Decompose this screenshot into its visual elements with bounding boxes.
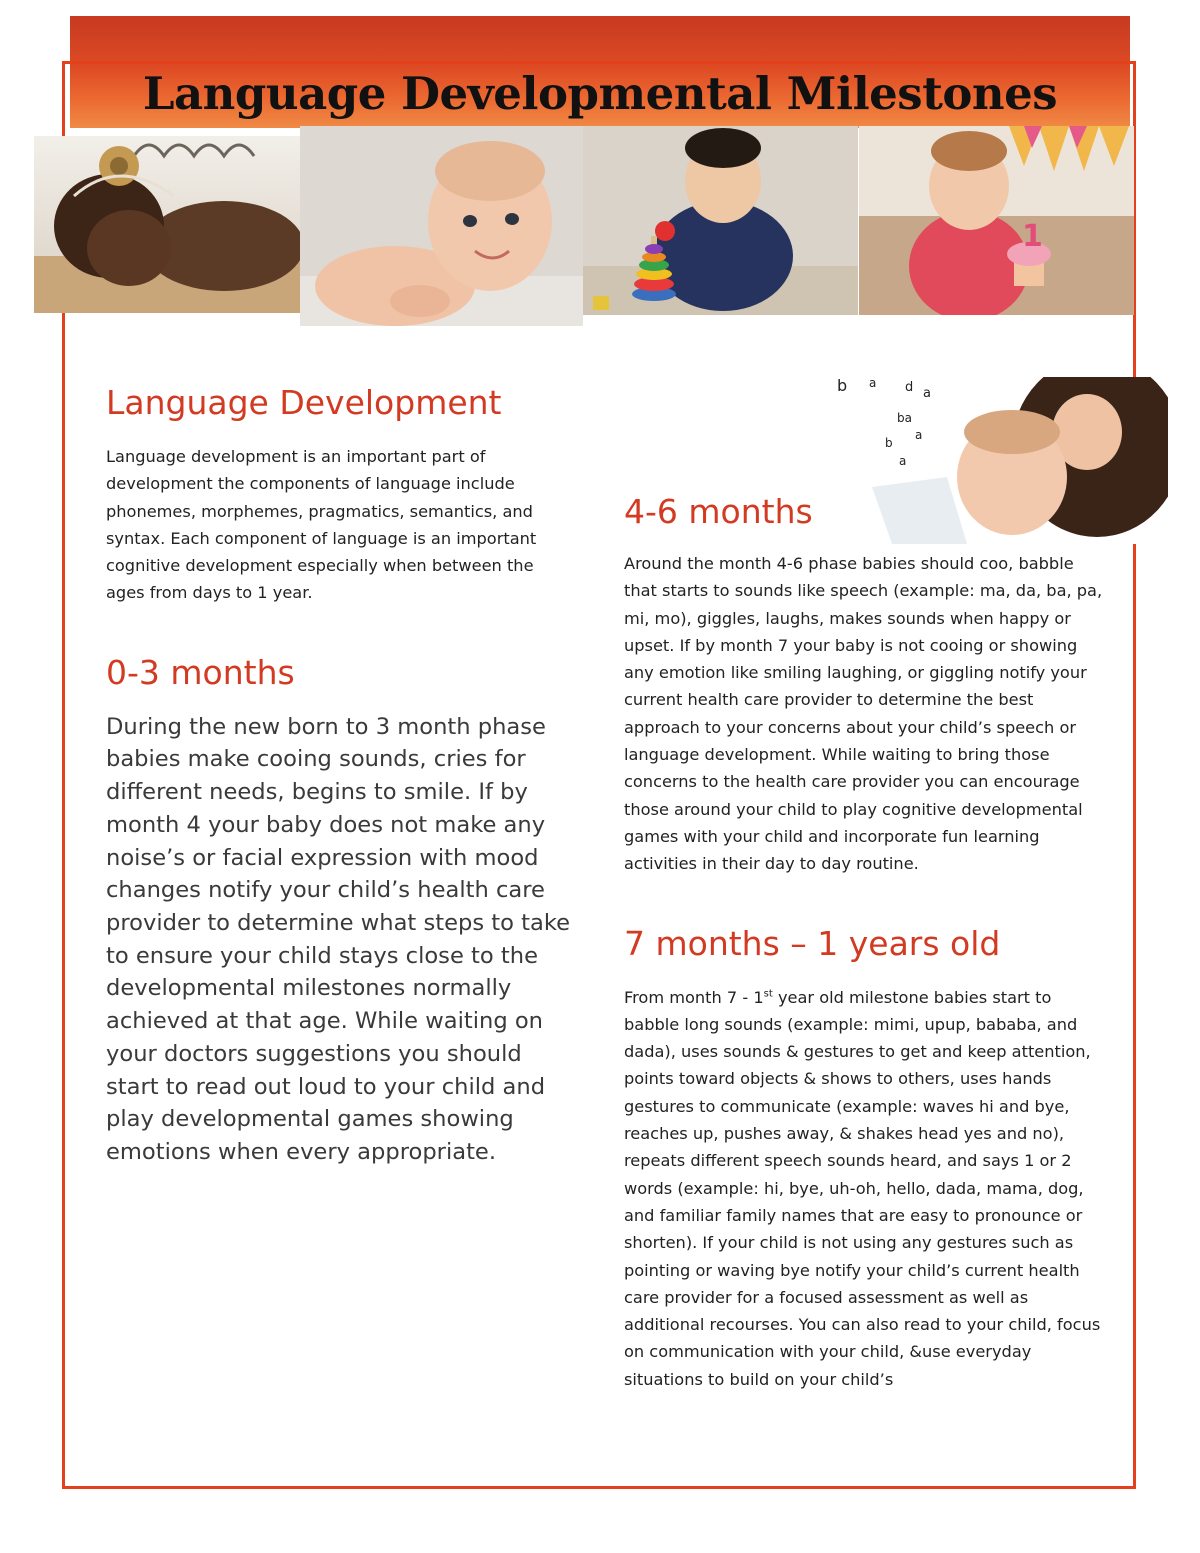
months-7-12-body: From month 7 - 1st year old milestone babies start to babble long sounds (example: mimi, upup, bababa, and dada), uses sounds & gestures to get and keep attention, points toward objects & shows to others, uses hands gestures to communicate (example: waves hi and bye, reaches up, pushes away, & shakes head yes and no), repeats different speech sounds heard, and says 1 or 2 words (example: hi, bye, uh-oh, hello, dada, mama, dog, and familiar family names that are easy to pronounce or shorten). If your child is not using any gestures such as pointing or waving bye notify your child’s current health care provider for a focused assessment as well as additional recourses. You can also read to your child, focus on communication with your child, &use everyday situations to build on your child’s [624,987,1101,1389]
months-4-6-heading: 4-6 months [624,492,813,531]
months-7-12-heading: 7 months – 1 years old [624,923,1001,963]
baby-stacking-rings-photo [583,126,858,315]
language-development-body: Language development is an important part of development the components of language include phonemes, morphemes, pragmatics, semantics, and syntax. Each component of language is an important cognitive development especially when between the ages from days to 1 year. [106,447,537,603]
floating-letter: b [837,377,848,395]
floating-letter: a [923,386,931,401]
months-4-6-body: Around the month 4-6 phase babies should coo, babble that starts to sounds like speech (example: ma, da, ba, pa, mi, mo), giggles, laughs, makes sounds when happy or upset. If by month 7 your baby is not cooing or showing any emotion like smiling laughing, or giggling notify your current health care provider to determine the best approach to your concerns about your child’s speech or language development. While waiting to bring those concerns to the health care provider you can encourage those around your child to play cognitive developmental games with your child and incorporate fun learning activities in their day to day routine. [624,554,1103,874]
smiling-baby-photo [300,126,583,326]
floating-letter: a [915,428,923,442]
sleeping-baby-photo [34,136,300,313]
floating-letter: d [905,380,914,395]
baby-first-birthday-photo [859,126,1134,315]
left-column [106,381,576,1169]
months-0-3-body: During the new born to 3 month phase babies make cooing sounds, cries for different needs, begins to smile. If by month 4 your baby does not make any noise’s or facial expression with mood changes notify your child’s health care provider to determine what steps to take to ensure your child stays close to the developmental milestones normally achieved at that age. While waiting on your doctors suggestions you should start to read out loud to your child and play developmental games showing emotions when every appropriate. [106,713,571,1165]
floating-letter: a [899,454,907,468]
page-title: Language Developmental Milestones [142,67,1058,120]
floating-letter: a [869,377,877,390]
floating-letter: b [885,436,893,450]
right-column [624,490,1104,1393]
months-0-3-heading: 0-3 months [106,652,295,692]
floating-letter: ba [897,411,912,425]
birthday-number: 1 [1022,219,1043,254]
language-development-heading: Language Development [106,383,502,422]
